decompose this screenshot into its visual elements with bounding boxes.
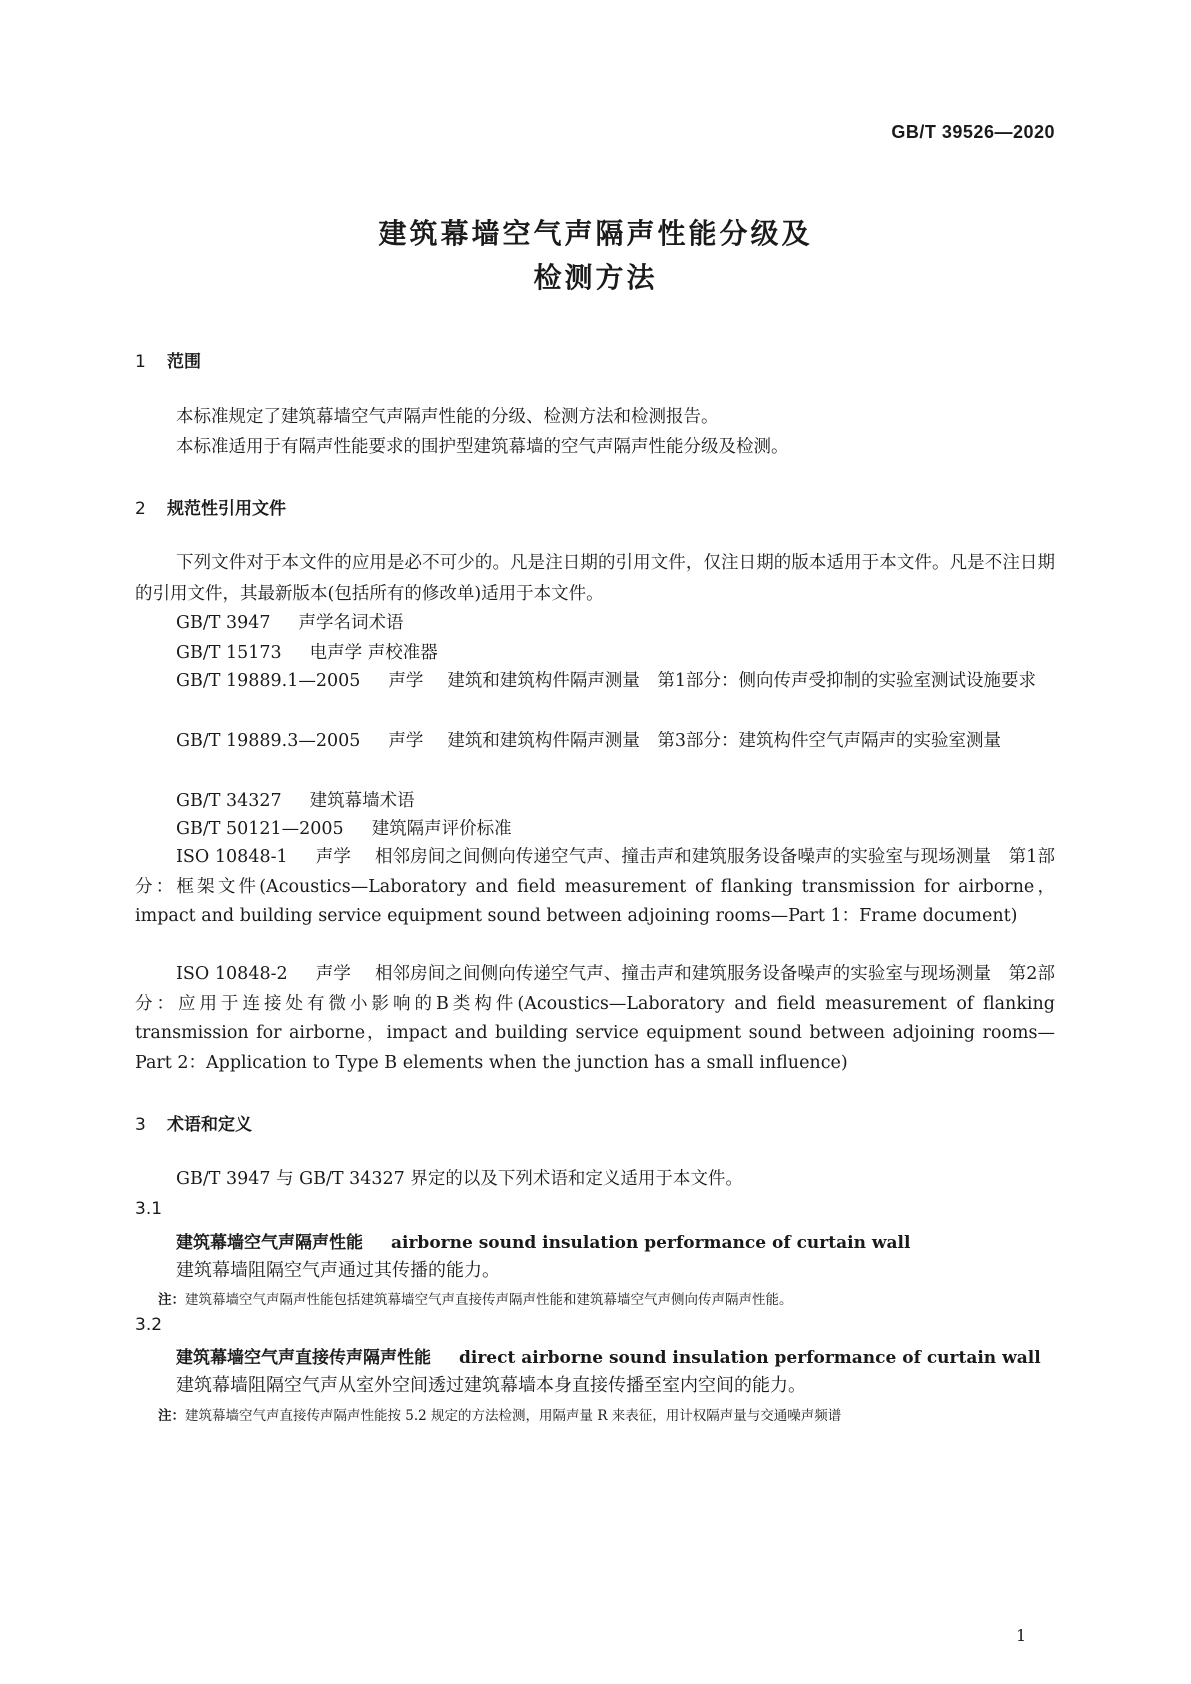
reference-title: 相邻房间之间侧向传递空气声、撞击声和建筑服务设备噪声的实验室与现场测量 第1部分：框架文件(Acoustics—Laboratory and field measurement of flanking transmission for airborne，impact and building service equipment sound between adjoining rooms—Part 1：Frame document)	[135, 847, 1056, 926]
term-number: 3.1	[135, 1199, 163, 1219]
reference-code: ISO 10848-2	[176, 964, 288, 984]
section-number: 3	[135, 1115, 146, 1135]
reference-code: GB/T 34327	[176, 791, 282, 811]
reference-subject: 声学	[315, 847, 351, 867]
reference-title: 建筑和建筑构件隔声测量 第1部分：侧向传声受抑制的实验室测试设施要求	[447, 671, 1037, 691]
reference-subject: 声学	[388, 731, 424, 751]
reference-code: ISO 10848-1	[176, 847, 288, 867]
reference-code: GB/T 50121—2005	[176, 819, 344, 839]
note-label: 注：	[158, 1408, 185, 1424]
references-intro: 下列文件对于本文件的应用是必不可少的。凡是注日期的引用文件，仅注日期的版本适用于本文件。凡是不注日期的引用文件，其最新版本(包括所有的修改单)适用于本文件。	[135, 553, 1055, 604]
scope-paragraph-1: 本标准规定了建筑幕墙空气声隔声性能的分级、检测方法和检测报告。	[176, 407, 719, 427]
reference-item	[135, 786, 1055, 817]
section-3-heading	[135, 1110, 252, 1135]
reference-item	[135, 608, 1055, 639]
term-note	[158, 1288, 1058, 1308]
note-text: 建筑幕墙空气声隔声性能包括建筑幕墙空气声直接传声隔声性能和建筑幕墙空气声侧向传声隔声性能。	[185, 1292, 793, 1308]
note-label: 注：	[158, 1292, 185, 1308]
term-note	[158, 1404, 1058, 1424]
section-number: 2	[135, 499, 146, 519]
reference-code: GB/T 19889.3—2005	[176, 731, 361, 751]
section-number: 1	[135, 352, 146, 372]
term-number: 3.2	[135, 1315, 163, 1335]
page-number: 1	[1016, 1626, 1027, 1645]
reference-code: GB/T 19889.1—2005	[176, 671, 361, 691]
reference-item	[135, 960, 1055, 1078]
term-english: direct airborne sound insulation performance of curtain wall	[459, 1348, 1041, 1368]
term-english: airborne sound insulation performance of curtain wall	[391, 1233, 911, 1253]
reference-title: 电声学 声校准器	[309, 643, 438, 663]
terms-intro: GB/T 3947 与 GB/T 34327 界定的以及下列术语和定义适用于本文件。	[176, 1169, 743, 1189]
reference-title: 建筑隔声评价标准	[371, 819, 512, 839]
document-title-line-2: 检测方法	[533, 261, 658, 294]
section-title: 术语和定义	[167, 1115, 252, 1135]
reference-item	[135, 638, 1055, 669]
document-title-line-1: 建筑幕墙空气声隔声性能分级及	[378, 217, 813, 250]
section-1-heading	[135, 347, 201, 372]
term-chinese: 建筑幕墙空气声隔声性能	[176, 1233, 363, 1253]
reference-item	[135, 666, 1055, 697]
standard-code: GB/T 39526—2020	[891, 122, 1055, 142]
section-2-heading	[135, 494, 286, 519]
reference-title: 相邻房间之间侧向传递空气声、撞击声和建筑服务设备噪声的实验室与现场测量 第2部分：应用于连接处有微小影响的B类构件(Acoustics—Laboratory and field measurement of flanking transmission for airborne，impact and building service equipment sound between adjoining rooms—Part 2：Application to Type B elements when the junction has a small influence)	[135, 964, 1056, 1073]
section-title: 规范性引用文件	[167, 499, 286, 519]
term-chinese: 建筑幕墙空气声直接传声隔声性能	[176, 1348, 431, 1368]
note-text: 建筑幕墙空气声直接传声隔声性能按 5.2 规定的方法检测，用隔声量 R 来表征，用计权隔声量与交通噪声频谱	[185, 1408, 842, 1424]
reference-item	[135, 726, 1055, 757]
reference-code: GB/T 15173	[176, 643, 282, 663]
section-title: 范围	[167, 352, 201, 372]
term-heading	[176, 1228, 910, 1253]
reference-subject: 声学	[388, 671, 424, 691]
term-definition: 建筑幕墙阻隔空气声从室外空间透过建筑幕墙本身直接传播至室内空间的能力。	[176, 1375, 806, 1396]
term-heading	[176, 1343, 1041, 1368]
reference-item	[135, 814, 1055, 845]
term-definition: 建筑幕墙阻隔空气声通过其传播的能力。	[176, 1260, 500, 1281]
reference-item	[135, 843, 1055, 932]
reference-title: 建筑幕墙术语	[309, 791, 415, 811]
reference-title: 声学名词术语	[298, 613, 404, 633]
reference-subject: 声学	[315, 964, 351, 984]
reference-code: GB/T 3947	[176, 613, 271, 633]
scope-paragraph-2: 本标准适用于有隔声性能要求的围护型建筑幕墙的空气声隔声性能分级及检测。	[176, 437, 789, 457]
reference-title: 建筑和建筑构件隔声测量 第3部分：建筑构件空气声隔声的实验室测量	[447, 731, 1002, 751]
